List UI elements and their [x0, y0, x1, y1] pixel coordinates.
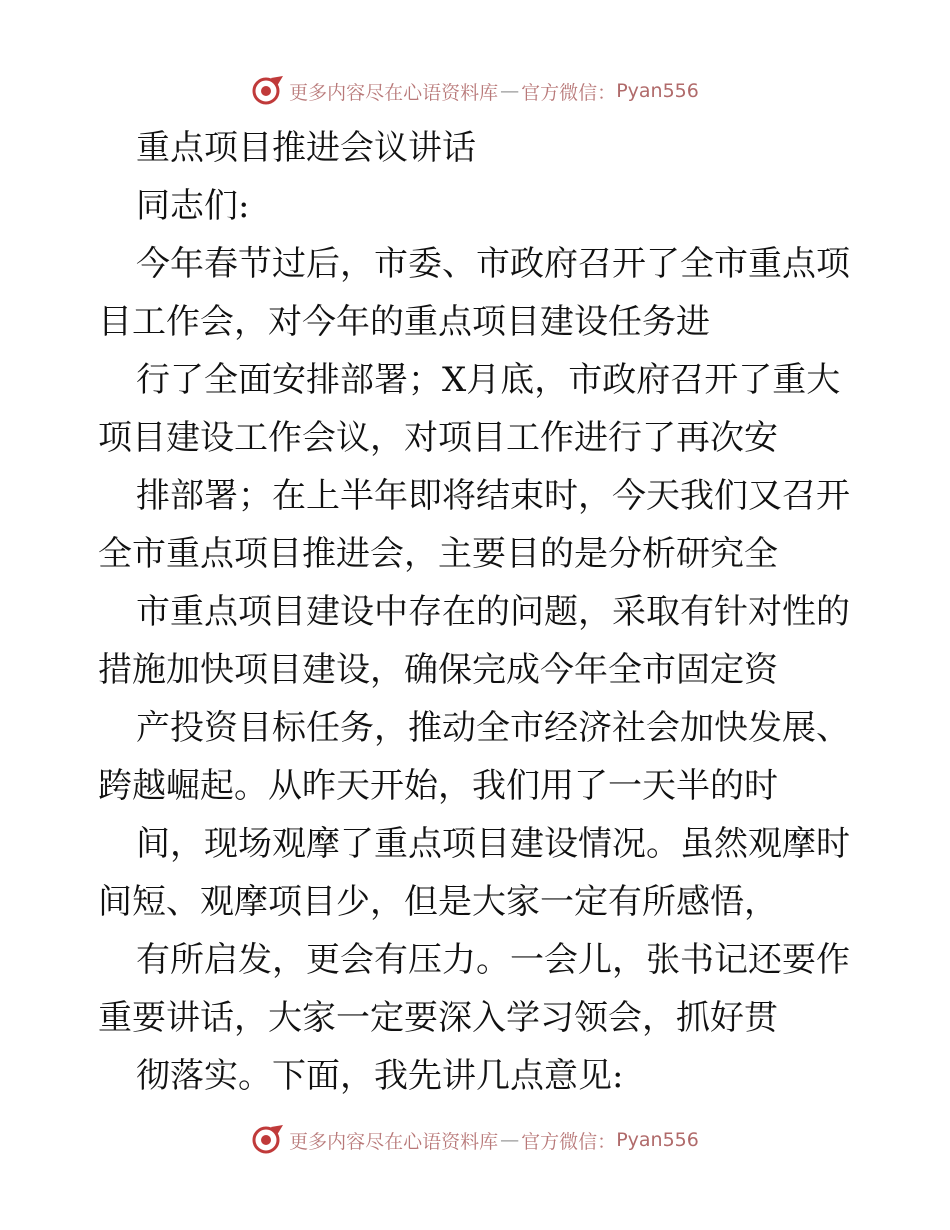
header-watermark	[0, 71, 950, 111]
banner-handle: Pyan556	[616, 80, 699, 102]
doc-line: 产投资目标任务，推动全市经济社会加快发展、	[136, 708, 850, 748]
logo-icon	[251, 74, 285, 108]
logo-icon	[251, 1123, 285, 1157]
banner-contact: 官方微信：	[521, 81, 617, 104]
banner-text: 更多内容尽在心语资料库	[289, 81, 499, 104]
doc-salutation: 同志们:	[136, 186, 250, 226]
doc-line: 有所启发，更会有压力。一会儿，张书记还要作	[136, 940, 850, 980]
doc-line: 行了全面安排部署；X月底，市政府召开了重大	[136, 360, 841, 400]
doc-line: 全市重点项目推进会，主要目的是分析研究全	[98, 534, 778, 574]
doc-line: 间，现场观摩了重点项目建设情况。虽然观摩时	[136, 824, 850, 864]
banner-handle: Pyan556	[616, 1129, 699, 1151]
doc-line: 排部署；在上半年即将结束时，今天我们又召开	[136, 476, 850, 516]
doc-line: 目工作会，对今年的重点项目建设任务进	[98, 302, 710, 342]
doc-title: 重点项目推进会议讲话	[136, 128, 476, 168]
footer-watermark	[0, 1120, 950, 1160]
banner-separator: —	[500, 80, 520, 102]
doc-line: 间短、观摩项目少，但是大家一定有所感悟，	[98, 882, 778, 922]
doc-line: 市重点项目建设中存在的问题，采取有针对性的	[136, 592, 850, 632]
doc-line: 彻落实。下面，我先讲几点意见:	[136, 1056, 624, 1096]
banner-contact: 官方微信：	[521, 1130, 617, 1153]
doc-line: 项目建设工作会议，对项目工作进行了再次安	[98, 418, 778, 458]
banner-separator: —	[500, 1129, 520, 1151]
banner-text: 更多内容尽在心语资料库	[289, 1130, 499, 1153]
doc-line: 措施加快项目建设，确保完成今年全市固定资	[98, 650, 778, 690]
doc-line: 重要讲话，大家一定要深入学习领会，抓好贯	[98, 998, 778, 1038]
doc-line: 跨越崛起。从昨天开始，我们用了一天半的时	[98, 766, 778, 806]
doc-line: 今年春节过后，市委、市政府召开了全市重点项	[136, 244, 850, 284]
